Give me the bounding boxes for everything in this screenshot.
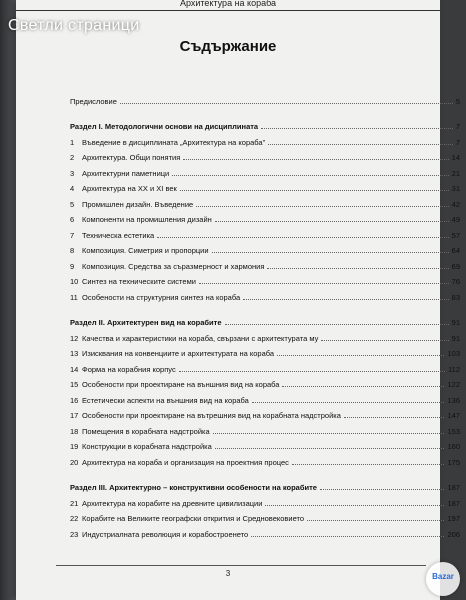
toc-item-label: Въведение в дисциплината „Архитектура на кораба”	[82, 137, 266, 147]
dot-leader	[252, 402, 445, 403]
toc-item-page: 136	[447, 395, 460, 405]
toc-item-number: 7	[70, 230, 75, 240]
dot-leader	[120, 103, 453, 104]
footer-rule	[56, 565, 426, 566]
toc-item-number: 8	[70, 246, 75, 255]
toc-item-number: 9	[70, 261, 75, 271]
toc-item-page: 147	[447, 411, 460, 420]
running-header-title: Архитектура на кораба	[179, 0, 277, 8]
toc-item-number: 23	[70, 529, 79, 539]
toc-item-row	[70, 224, 460, 240]
toc-preface-page: 5	[455, 96, 460, 106]
toc-item-page: 103	[447, 349, 460, 358]
toc-item-row	[70, 374, 460, 390]
toc-item-label: Синтез на техническите системи	[82, 277, 196, 286]
dot-leader	[180, 190, 449, 191]
toc-item-label: Архитектурни паметници	[82, 168, 170, 178]
dot-leader	[251, 536, 444, 537]
toc-item-row	[70, 508, 460, 524]
toc-item-row	[70, 147, 460, 163]
toc-item-number: 6	[70, 215, 75, 224]
toc-item-page: 49	[451, 215, 460, 224]
dot-leader	[213, 433, 445, 434]
toc-preface-row	[70, 90, 460, 106]
toc-item-label: Особености на структурния синтез на кораба	[82, 292, 241, 302]
toc-item-row	[70, 162, 460, 178]
toc-item-label: Качества и характеристики на кораба, свързани с архитектурата му	[82, 333, 319, 343]
toc-item-page: 122	[447, 380, 460, 389]
dot-leader	[243, 299, 449, 300]
toc-preface-label: Предисловие	[70, 96, 117, 106]
page-number: 3	[225, 569, 231, 578]
toc-item-label: Конструкции в корабната надстройка	[82, 442, 212, 451]
toc-item-page: 197	[447, 514, 460, 523]
toc-item-label: Композиция. Средства за съразмерност и хармония	[82, 261, 265, 271]
dot-leader	[282, 386, 444, 387]
toc-item-number: 11	[70, 292, 78, 302]
toc-item-number: 10	[70, 277, 79, 286]
toc-item-label: Архитектура. Общи понятия	[82, 153, 181, 162]
toc-item-label: Компоненти на промишления дизайн	[82, 215, 212, 224]
toc-item-page: 57	[451, 230, 460, 240]
toc-item-label: Архитектура на корабите на древните цивилизации	[82, 498, 263, 508]
toc-item-number: 3	[70, 168, 75, 178]
toc-item-number: 4	[70, 184, 75, 193]
toc-item-number: 18	[70, 426, 79, 436]
toc-item-page: 76	[451, 277, 460, 286]
toc-item-page: 112	[448, 364, 460, 374]
toc-item-number: 13	[70, 349, 79, 358]
toc-item-row	[70, 523, 460, 539]
toc-item-label: Особености при проектиране на вътрешния вид на корабната надстройка	[82, 411, 341, 420]
dot-leader	[261, 128, 453, 129]
toc-item-number: 19	[70, 442, 79, 451]
dot-leader	[268, 144, 453, 145]
toc-item-page: 7	[455, 137, 460, 147]
toc-item-page: 31	[451, 184, 460, 193]
toc-item-row	[70, 286, 460, 302]
table-of-contents	[70, 90, 460, 539]
dot-leader	[196, 206, 448, 207]
toc-item-row	[70, 240, 460, 256]
toc-item-label: Форма на корабния корпус	[82, 364, 176, 374]
toc-item-row	[70, 436, 460, 452]
dot-leader	[321, 340, 448, 341]
toc-section-label: Раздел I. Методологични основи на дисциплината	[70, 122, 259, 131]
toc-section-row	[70, 116, 460, 132]
toc-item-row	[70, 492, 460, 508]
toc-item-row	[70, 131, 460, 147]
dot-leader	[212, 252, 449, 253]
toc-item-row	[70, 451, 460, 467]
dot-leader	[225, 324, 449, 325]
toc-item-page: 187	[447, 498, 460, 508]
toc-item-row	[70, 343, 460, 359]
toc-item-page: 175	[447, 457, 460, 467]
toc-item-row	[70, 405, 460, 421]
toc-section-row	[70, 477, 460, 493]
dot-leader	[215, 221, 449, 222]
toc-item-label: Естетически аспекти на външния вид на кораба	[82, 395, 249, 405]
toc-item-label: Архитектура на XX и XI век	[82, 184, 177, 193]
dot-leader	[320, 489, 445, 490]
toc-item-row	[70, 193, 460, 209]
toc-item-row	[70, 178, 460, 194]
toc-item-number: 22	[70, 514, 79, 523]
toc-item-row	[70, 389, 460, 405]
toc-item-page: 91	[451, 333, 460, 343]
toc-item-page: 21	[451, 168, 460, 178]
toc-section-page: 7	[455, 122, 460, 131]
toc-item-number: 21	[70, 498, 79, 508]
toc-item-number: 2	[70, 153, 75, 162]
toc-item-page: 69	[451, 261, 460, 271]
toc-item-page: 206	[447, 529, 460, 539]
toc-item-page: 160	[447, 442, 460, 451]
toc-item-number: 15	[70, 380, 79, 389]
dot-leader	[307, 520, 444, 521]
dot-leader	[344, 417, 445, 418]
toc-section-row	[70, 312, 460, 328]
toc-item-label: Корабите на Великите географски открития и Средновековието	[82, 514, 305, 523]
toc-item-number: 20	[70, 457, 79, 467]
toc-item-label: Особености при проектиране на външния вид на кораба	[82, 380, 280, 389]
toc-item-label: Изисквания на конвенциите и архитектурата на кораба	[82, 349, 275, 358]
dot-leader	[179, 371, 445, 372]
toc-item-label: Промишлен дизайн. Въведение	[82, 199, 194, 209]
toc-item-label: Композиция. Симетрия и пропорции	[82, 246, 209, 255]
toc-item-number: 17	[70, 411, 79, 420]
toc-item-page: 14	[451, 153, 460, 162]
toc-item-label: Помещения в корабната надстройка	[82, 426, 210, 436]
toc-section-label: Раздел II. Архитектурен вид на корабите	[70, 318, 222, 327]
toc-item-label: Индустриалната революция и корабостроенето	[82, 529, 249, 539]
toc-item-row	[70, 255, 460, 271]
watermark-text: Светли страници	[8, 17, 140, 34]
toc-item-label: Техническа естетика	[82, 230, 155, 240]
toc-section-page: 91	[451, 318, 460, 327]
toc-item-page: 64	[451, 246, 460, 255]
toc-item-page: 153	[447, 426, 460, 436]
toc-item-row	[70, 209, 460, 225]
dot-leader	[265, 505, 444, 506]
toc-item-number: 1	[70, 137, 75, 147]
toc-item-number: 5	[70, 199, 75, 209]
toc-item-label: Архитектура на кораба и организация на проектния процес	[82, 457, 289, 467]
page-title: Съдържание	[179, 38, 277, 55]
toc-section-label: Раздел III. Архитектурно – конструктивни особености на корабите	[70, 483, 317, 492]
logo-text: Bazar	[432, 572, 454, 581]
toc-item-row	[70, 358, 460, 374]
toc-item-page: 42	[451, 199, 460, 209]
dot-leader	[199, 283, 449, 284]
dot-leader	[292, 464, 445, 465]
toc-item-row	[70, 327, 460, 343]
toc-item-number: 14	[70, 364, 79, 374]
toc-item-row	[70, 420, 460, 436]
toc-item-number: 12	[70, 333, 79, 343]
book-spine-edge	[0, 0, 16, 600]
toc-item-row	[70, 271, 460, 287]
toc-item-number: 16	[70, 395, 79, 405]
dot-leader	[183, 159, 448, 160]
dot-leader	[157, 237, 448, 238]
dot-leader	[215, 448, 445, 449]
dot-leader	[267, 268, 448, 269]
toc-item-page: 83	[451, 292, 460, 302]
dot-leader	[172, 175, 448, 176]
dot-leader	[277, 355, 444, 356]
bazar-logo-icon	[420, 560, 466, 600]
running-header	[16, 0, 440, 11]
toc-section-page: 187	[447, 483, 460, 492]
